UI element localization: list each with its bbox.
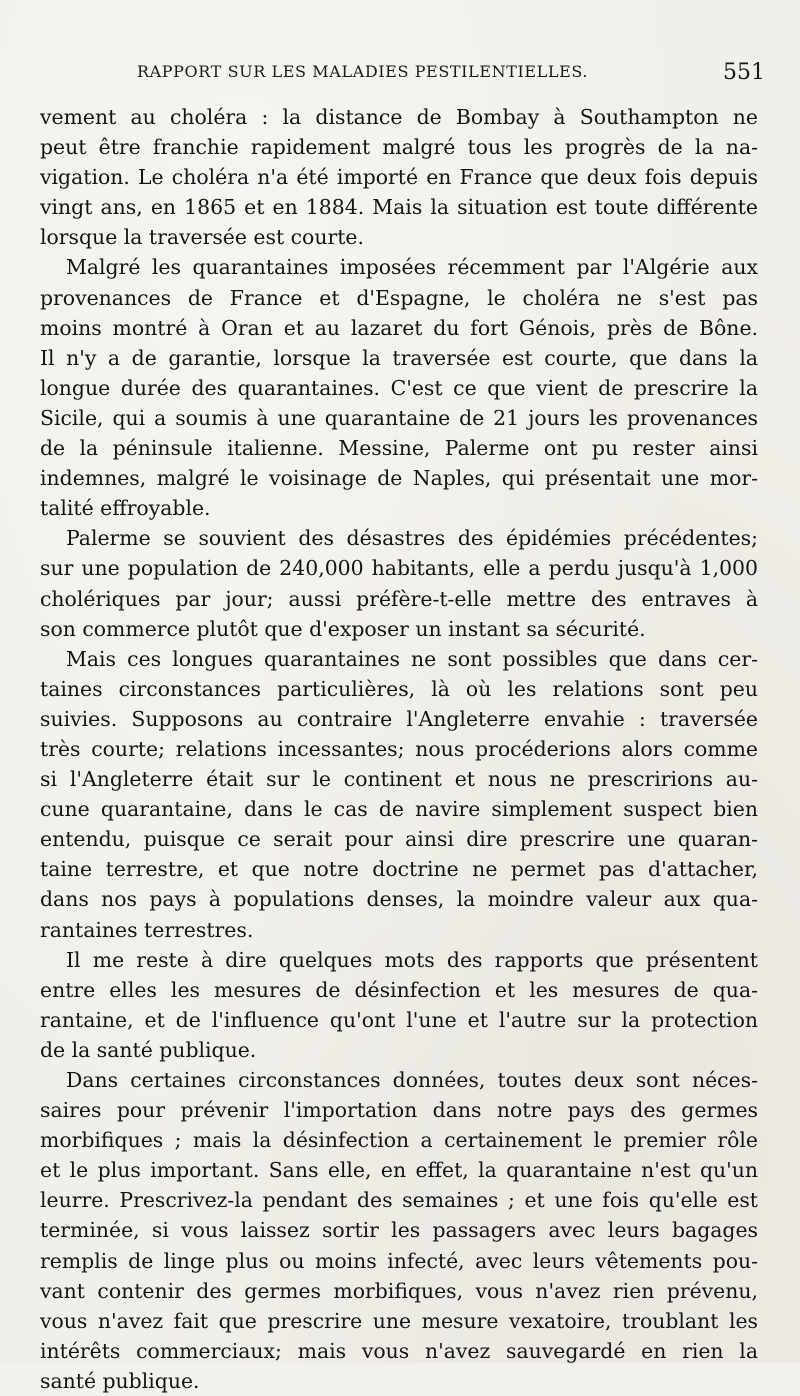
text-line: suivies. Supposons au contraire l'Angleterre envahie : traversée [40,706,758,731]
text-line: terminée, si vous laissez sortir les passagers avec leurs bagages [40,1218,758,1243]
text-line: leurre. Prescrivez-la pendant des semaines ; et une fois qu'elle est [40,1188,758,1213]
text-line: indemnes, malgré le voisinage de Naples, qui présentait une mor- [40,466,758,491]
text-line: et le plus important. Sans elle, en effet, la quarantaine n'est qu'un [40,1158,758,1183]
text-line: rantaine, et de l'influence qu'ont l'une et l'autre sur la protection [40,1007,758,1032]
text-line: cune quarantaine, dans le cas de navire simplement suspect bien [40,797,758,822]
text-line: de la santé publique. [40,1037,257,1062]
text-line: remplis de linge plus ou moins infecté, avec leurs vêtements pou- [40,1248,758,1273]
text-line: dans nos pays à populations denses, la moindre valeur aux qua- [40,887,758,912]
text-line: saires pour prévenir l'importation dans notre pays des germes [40,1098,758,1123]
text-line: Mais ces longues quarantaines ne sont possibles que dans cer- [66,646,758,671]
text-line: Dans certaines circonstances données, toutes deux sont néces- [66,1068,758,1092]
text-line: Il me reste à dire quelques mots des rapports que présentent [66,947,758,972]
text-line: provenances de France et d'Espagne, le choléra ne s'est pas [40,285,758,310]
text-line: Sicile, qui a soumis à une quarantaine de 21 jours les provenances [40,405,758,430]
text-line: son commerce plutôt que d'exposer un instant sa sécurité. [40,616,646,641]
text-line: lorsque la traversée est courte. [40,225,364,250]
text-line: de la péninsule italienne. Messine, Palerme ont pu rester ainsi [40,436,758,461]
text-line: cholériques par jour; aussi préfère-t-elle mettre des entraves à [40,586,758,611]
text-line: talité effroyable. [40,496,211,521]
text-line: morbifiques ; mais la désinfection a certainement le premier rôle [40,1128,758,1153]
page-header [95,60,765,92]
text-line: vement au choléra : la distance de Bombay à Southampton ne [40,105,758,129]
text-line: sur une population de 240,000 habitants, elle a perdu jusqu'à 1,000 [40,556,758,581]
text-line: vigation. Le choléra n'a été importé en France que deux fois depuis [40,165,758,190]
text-line: taine terrestre, et que notre doctrine ne permet pas d'attacher, [40,857,758,882]
text-line: entre elles les mesures de désinfection et les mesures de qua- [40,977,758,1002]
text-line: peut être franchie rapidement malgré tous les progrès de la na- [40,135,758,160]
text-line: si l'Angleterre était sur le continent et nous ne prescririons au- [40,767,758,792]
text-line: rantaines terrestres. [40,917,254,942]
text-line: moins montré à Oran et au lazaret du fort Génois, près de Bône. [40,315,758,340]
text-line: Malgré les quarantaines imposées récemment par l'Algérie aux [66,255,758,280]
text-line: Palerme se souvient des désastres des épidémies précédentes; [66,526,758,551]
text-line: vingt ans, en 1865 et en 1884. Mais la situation est toute différente [40,195,758,220]
body-text [40,102,758,1396]
text-line: vous n'avez fait que prescrire une mesure vexatoire, troublant les [40,1308,758,1333]
text-line: Il n'y a de garantie, lorsque la traversée est courte, que dans la [40,345,758,370]
running-title: RAPPORT SUR LES MALADIES PESTILENTIELLES. [137,62,589,81]
text-line: longue durée des quarantaines. C'est ce que vient de prescrire la [40,375,758,400]
text-line: santé publique. [40,1368,200,1393]
text-line: taines circonstances particulières, là où les relations sont peu [40,676,758,701]
text-line: entendu, puisque ce serait pour ainsi dire prescrire une quaran- [40,827,758,852]
page-number: 551 [723,60,765,85]
text-line: très courte; relations incessantes; nous procéderions alors comme [40,736,758,761]
text-line: vant contenir des germes morbifiques, vous n'avez rien prévenu, [40,1278,758,1303]
text-line: intérêts commerciaux; mais vous n'avez sauvegardé en rien la [40,1338,758,1363]
